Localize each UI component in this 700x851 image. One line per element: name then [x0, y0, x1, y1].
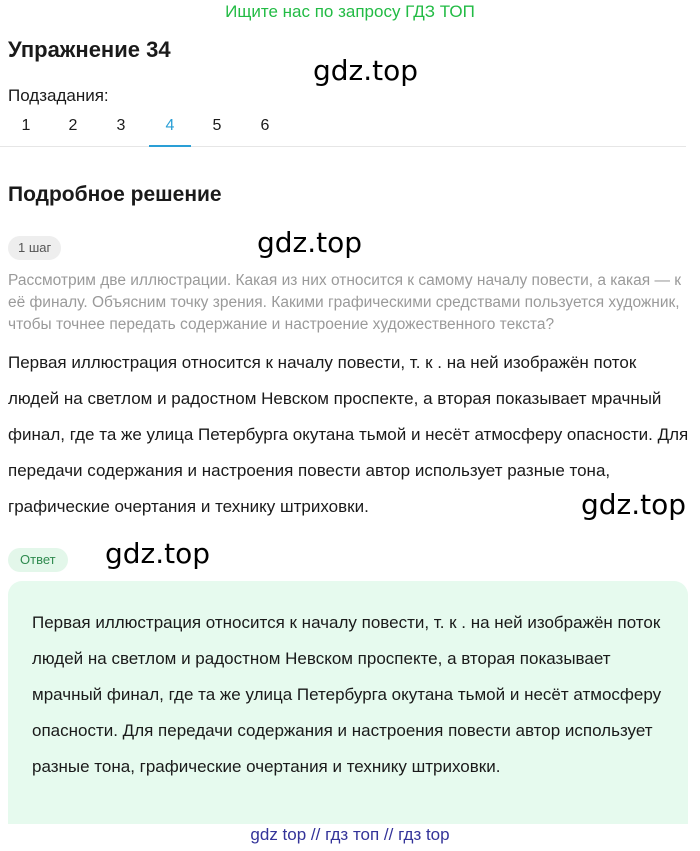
footer-links: gdz top // гдз топ // гдз top: [250, 825, 450, 844]
subtask-tab-4[interactable]: 4: [149, 108, 191, 146]
page-title: Упражнение 34: [8, 37, 171, 62]
subtask-tab-5[interactable]: 5: [212, 117, 222, 134]
solution-text: Первая иллюстрация относится к началу повести, т. к . на ней изображён поток людей на светлом и радостном Невском проспекте, а вторая показывает мрачный финал, где та же улица Петербурга окутана тьмой и несёт атмосферу опасности. Для передачи содержания и настроения повести автор использует разные тона, графические очертания и технику штриховки.: [8, 353, 689, 516]
watermark: gdz.top: [313, 54, 419, 87]
step-badge: 1 шаг: [8, 236, 61, 260]
answer-badge: Ответ: [8, 548, 68, 572]
exercise-question: Рассмотрим две иллюстрации. Какая из них относится к самому началу повести, а какая — к её финалу. Объясним точку зрения. Какими графическими средствами пользуется художник, чтобы точнее передать содержание и настроение художественного текста?: [8, 272, 682, 333]
watermark: gdz.top: [581, 488, 687, 521]
subtask-tab-2[interactable]: 2: [68, 117, 78, 134]
answer-text: Первая иллюстрация относится к началу повести, т. к . на ней изображён поток людей на светлом и радостном Невском проспекте, а вторая показывает мрачный финал, где та же улица Петербурга окутана тьмой и несёт атмосферу опасности. Для передачи содержания и настроения повести автор использует разные тона, графические очертания и технику штриховки.: [32, 613, 662, 776]
search-banner: Ищите нас по запросу ГДЗ ТОП: [225, 2, 475, 21]
watermark: gdz.top: [257, 226, 363, 259]
subtask-tab-3[interactable]: 3: [116, 117, 126, 134]
answer-box: [8, 581, 688, 824]
subtasks-tabs: [0, 108, 686, 147]
subtask-tab-1[interactable]: 1: [21, 117, 31, 134]
watermark: gdz.top: [105, 537, 211, 570]
subtask-tab-6[interactable]: 6: [260, 117, 270, 134]
solution-section-title: Подробное решение: [8, 183, 222, 206]
subtasks-label: Подзадания:: [8, 86, 109, 105]
